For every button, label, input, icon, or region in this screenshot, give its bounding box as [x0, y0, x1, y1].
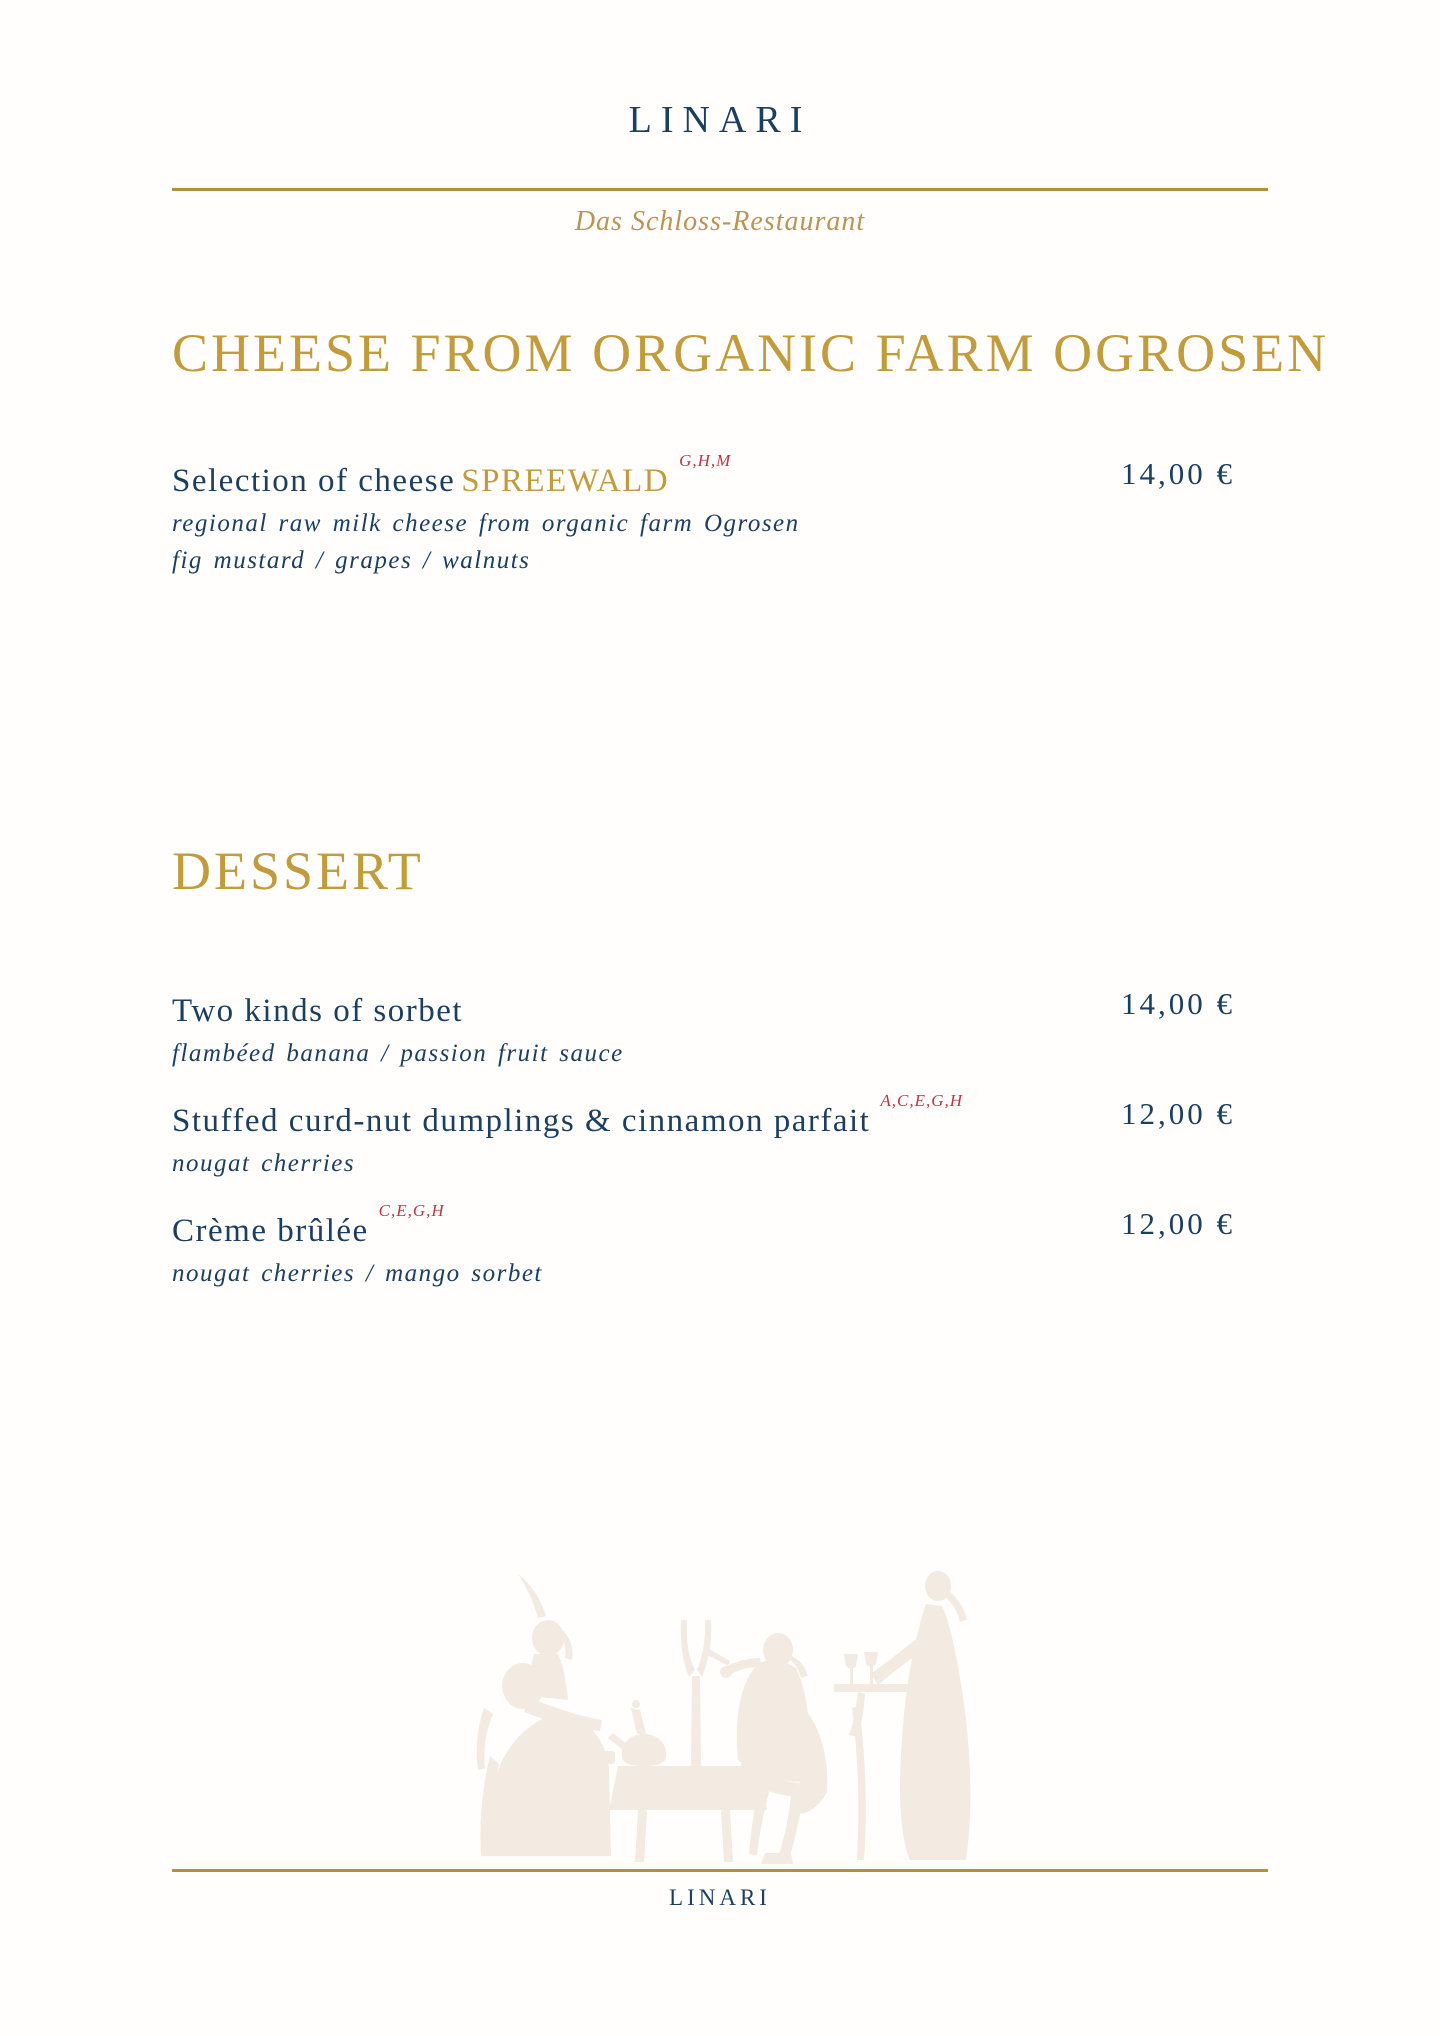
section-title-cheese: CHEESE FROM ORGANIC FARM OGROSEN	[172, 323, 1330, 383]
restaurant-logo: LINARI	[628, 99, 812, 141]
item-description	[172, 505, 1235, 579]
item-description-line: nougat cherries	[172, 1150, 356, 1177]
item-description	[172, 1145, 1235, 1182]
footer-logo: LINARI	[669, 1885, 771, 1910]
menu-item-cheese-selection	[172, 452, 1235, 579]
item-price: 12,00 €	[1121, 1206, 1235, 1241]
item-name: Two kinds of sorbet	[172, 993, 464, 1029]
item-price: 14,00 €	[1121, 456, 1235, 491]
item-price: 12,00 €	[1121, 1096, 1235, 1131]
dining-scene-watermark-icon	[460, 1558, 1030, 1870]
item-name: Selection of cheese	[172, 463, 456, 499]
item-description-line: fig mustard / grapes / walnuts	[172, 547, 531, 574]
item-name-line	[172, 1202, 1235, 1253]
item-description	[172, 1255, 1235, 1292]
item-name: Crème brûlée	[172, 1213, 369, 1249]
item-description-line: nougat cherries / mango sorbet	[172, 1260, 543, 1287]
item-name-highlight: SPREEWALD	[461, 463, 670, 499]
allergen-codes: A,C,E,G,H	[880, 1091, 964, 1110]
footer-divider	[172, 1869, 1268, 1872]
item-name: Stuffed curd-nut dumplings & cinnamon parfait	[172, 1103, 871, 1139]
menu-item-creme-brulee	[172, 1202, 1235, 1292]
restaurant-subtitle: Das Schloss-Restaurant	[574, 206, 866, 237]
menu-item-sorbet	[172, 982, 1235, 1072]
section-title-dessert: DESSERT	[172, 841, 424, 901]
item-description-line: flambéed banana / passion fruit sauce	[172, 1040, 624, 1067]
item-description-line: regional raw milk cheese from organic farm Ogrosen	[172, 510, 800, 537]
item-description	[172, 1035, 1235, 1072]
allergen-codes: G,H,M	[679, 451, 732, 470]
menu-item-dumplings	[172, 1092, 1235, 1182]
allergen-codes: C,E,G,H	[378, 1201, 445, 1220]
header-divider	[172, 188, 1268, 191]
item-name-line	[172, 452, 1235, 503]
item-name-line	[172, 982, 1235, 1033]
item-name-line	[172, 1092, 1235, 1143]
item-price: 14,00 €	[1121, 986, 1235, 1021]
